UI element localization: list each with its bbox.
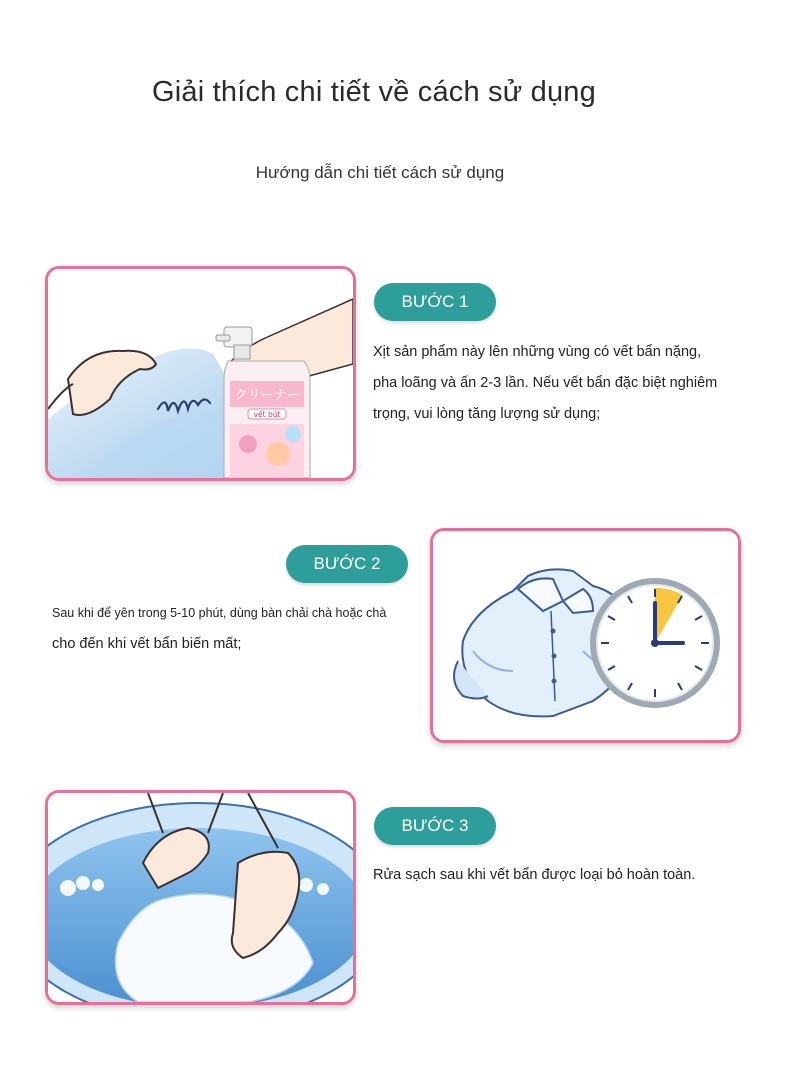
step-2-line-2: cho đến khi vết bẩn biến mất; <box>52 636 242 652</box>
step-2-illustration <box>430 528 741 743</box>
page-subtitle: Hướng dẫn chi tiết cách sử dụng <box>255 163 505 182</box>
step-2-badge: BƯỚC 2 <box>286 545 408 583</box>
shirt-clock-illustration <box>433 531 738 740</box>
step-2-line-1: Sau khi để yên trong 5-10 phút, dùng bàn chải chà hoặc chà <box>52 606 387 620</box>
step-1-line-1: Xịt sản phẩm này lên những vùng có vết bẩn nặng, <box>373 344 702 360</box>
step-3-line-1: Rửa sạch sau khi vết bẩn được loại bỏ hoàn toàn. <box>373 867 696 883</box>
step-3-description <box>373 860 758 891</box>
step-3-illustration <box>45 790 356 1005</box>
step-1-line-2: pha loãng và ấn 2-3 lần. Nếu vết bẩn đặc biệt nghiêm <box>373 375 718 391</box>
spray-cloth-illustration <box>48 269 353 478</box>
step-1-illustration <box>45 266 356 481</box>
step-1-badge: BƯỚC 1 <box>374 283 496 321</box>
page-title: Giải thích chi tiết về cách sử dụng <box>152 76 596 108</box>
step-1-line-3: trọng, vui lòng tăng lượng sử dụng; <box>373 406 601 422</box>
wash-basin-illustration <box>48 793 353 1002</box>
bottle-label-text: クリーナー <box>234 388 300 403</box>
step-2-description <box>52 598 422 660</box>
step-3-badge: BƯỚC 3 <box>374 807 496 845</box>
step-1-description <box>373 337 758 430</box>
bottle-sublabel-text: vết bút <box>253 410 281 419</box>
